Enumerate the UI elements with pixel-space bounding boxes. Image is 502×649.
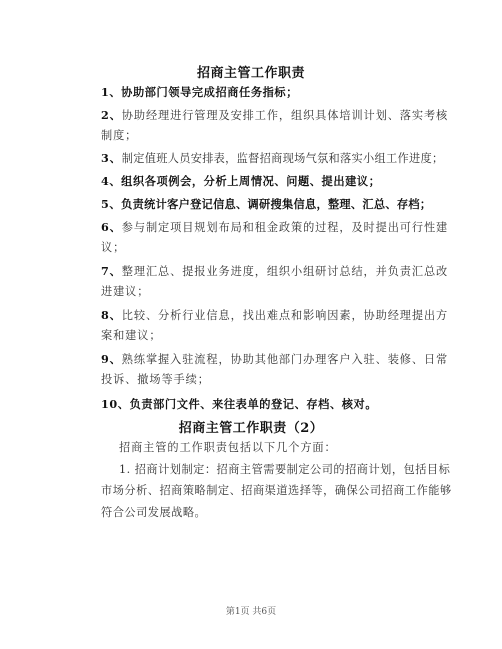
item-text: 整理汇总、提报业务进度，组织小组研讨总结，并负责汇总改 bbox=[121, 265, 449, 278]
item-text: 协助经理进行管理及安排工作，组织具体培训计划、落实考核 bbox=[121, 109, 449, 122]
item-number: 8、 bbox=[101, 308, 122, 322]
item-text: 负责部门文件、来往表单的登记、存档、核对。 bbox=[129, 397, 378, 411]
point-1-line-3: 符合公司发展战略。 bbox=[101, 506, 207, 519]
section2-title: 招商主管工作职责（2） bbox=[178, 421, 324, 436]
duty-item-7-continued: 进建议； bbox=[101, 285, 150, 298]
item-number: 6、 bbox=[101, 220, 122, 234]
duty-item-6 bbox=[101, 219, 448, 236]
item-text: 协助部门领导完成招商任务指标； bbox=[121, 85, 298, 99]
point-1-line-2: 市场分析、招商策略制定、招商渠道选择等，确保公司招商工作能够 bbox=[101, 484, 452, 497]
duty-item-5 bbox=[101, 196, 431, 212]
item-text: 熟练掌握入驻流程，协助其他部门办理客户入驻、装修、日常 bbox=[121, 353, 449, 366]
section2-intro: 招商主管的工作职责包括以下几个方面： bbox=[119, 441, 337, 454]
duty-item-1 bbox=[101, 84, 298, 100]
duty-item-8 bbox=[101, 307, 448, 324]
page-number-footer: 第1页 共6页 bbox=[225, 607, 277, 617]
item-text: 比较、分析行业信息，找出难点和影响因素，协助经理提出方 bbox=[121, 309, 449, 322]
item-number: 5、 bbox=[101, 197, 122, 211]
duty-item-2-continued: 制度； bbox=[101, 129, 138, 142]
item-number: 10、 bbox=[101, 397, 130, 411]
item-number: 4、 bbox=[101, 174, 122, 188]
duty-item-8-continued: 案和建议； bbox=[101, 329, 162, 342]
duty-item-2 bbox=[101, 107, 448, 124]
item-number: 3、 bbox=[101, 151, 122, 165]
item-number: 1、 bbox=[101, 85, 122, 99]
duty-item-10 bbox=[101, 396, 377, 412]
duty-item-3 bbox=[101, 150, 443, 167]
item-text: 组织各项例会，分析上周情况、问题、提出建议； bbox=[121, 174, 381, 188]
duty-item-6-continued: 议； bbox=[101, 241, 126, 254]
item-text: 制定值班人员安排表，监督招商现场气氛和落实小组工作进度； bbox=[121, 152, 444, 165]
duty-item-7 bbox=[101, 263, 448, 280]
item-number: 9、 bbox=[101, 352, 122, 366]
item-text: 参与制定项目规划布局和租金政策的过程，及时提出可行性建 bbox=[121, 221, 449, 234]
duty-item-9-continued: 投诉、撤场等手续； bbox=[101, 373, 210, 386]
duty-item-4 bbox=[101, 173, 381, 189]
point-1-line-1: 1. 招商计划制定：招商主管需要制定公司的招商计划，包括目标 bbox=[119, 463, 451, 476]
item-text: 负责统计客户登记信息、调研搜集信息，整理、汇总、存档； bbox=[121, 197, 432, 211]
item-number: 2、 bbox=[101, 108, 122, 122]
duty-item-9 bbox=[101, 351, 448, 368]
section1-title: 招商主管工作职责 bbox=[196, 66, 305, 81]
item-number: 7、 bbox=[101, 264, 122, 278]
